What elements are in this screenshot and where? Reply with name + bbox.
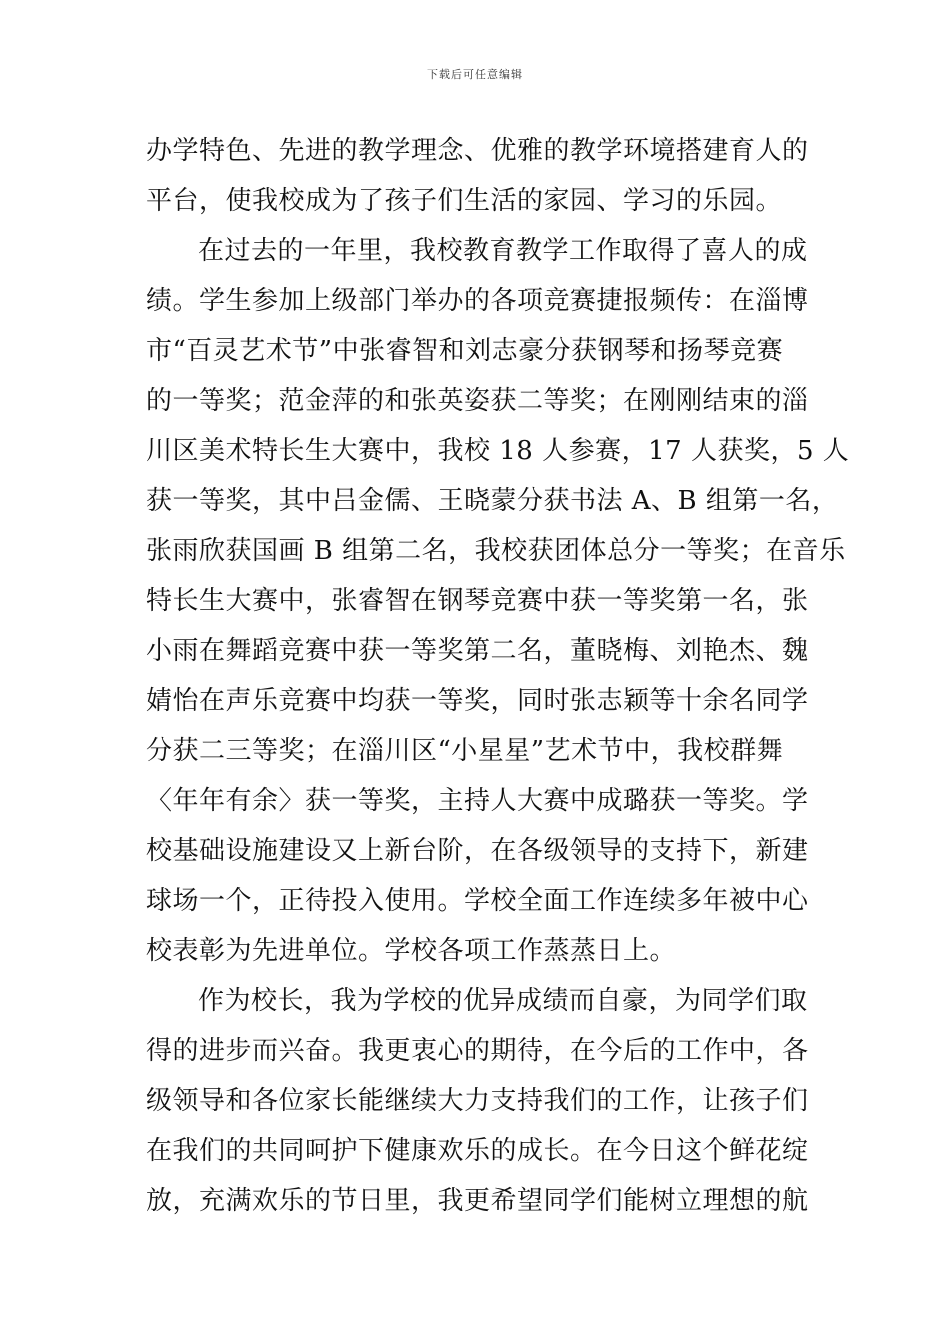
page-header-note: 下载后可任意编辑 [427,68,523,81]
text-line: 张雨欣获国画 B 组第二名，我校获团体总分一等奖；在音乐 [146,536,846,566]
text-line: 平台，使我校成为了孩子们生活的家园、学习的乐园。 [146,186,783,216]
paragraph-start-line: 作为校长，我为学校的优异成绩而自豪，为同学们取 [198,986,808,1016]
text-line: 获一等奖，其中吕金儒、王晓蒙分获书法 A、B 组第一名， [146,486,839,516]
text-line: 绩。学生参加上级部门举办的各项竞赛捷报频传：在淄博 [146,286,809,316]
text-line: 川区美术特长生大赛中，我校 18 人参赛，17 人获奖，5 人 [146,436,850,466]
paragraph-start-line: 在过去的一年里，我校教育教学工作取得了喜人的成 [198,236,808,266]
text-line: 小雨在舞蹈竞赛中获一等奖第二名，董晓梅、刘艳杰、魏 [146,636,809,666]
text-line: 分获二三等奖；在淄川区“小星星”艺术节中，我校群舞 [146,736,784,766]
text-line: 校基础设施建设又上新台阶，在各级领导的支持下，新建 [146,836,809,866]
text-line: 在我们的共同呵护下健康欢乐的成长。在今日这个鲜花绽 [146,1136,809,1166]
text-line: 球场一个，正待投入使用。学校全面工作连续多年被中心 [146,886,809,916]
text-line: 婧怡在声乐竞赛中均获一等奖，同时张志颖等十余名同学 [146,686,809,716]
text-line: 得的进步而兴奋。我更衷心的期待，在今后的工作中，各 [146,1036,809,1066]
text-line: 市“百灵艺术节”中张睿智和刘志豪分获钢琴和扬琴竞赛 [146,336,784,366]
text-line: 级领导和各位家长能继续大力支持我们的工作，让孩子们 [146,1086,809,1116]
text-line: 放，充满欢乐的节日里，我更希望同学们能树立理想的航 [146,1186,809,1216]
text-line: 〈年年有余〉获一等奖，主持人大赛中成璐获一等奖。学 [146,786,809,816]
text-line: 的一等奖；范金萍的和张英姿获二等奖；在刚刚结束的淄 [146,386,809,416]
text-line: 特长生大赛中，张睿智在钢琴竞赛中获一等奖第一名，张 [146,586,809,616]
document-body [146,126,850,1226]
text-line: 办学特色、先进的教学理念、优雅的教学环境搭建育人的 [146,136,809,166]
text-line: 校表彰为先进单位。学校各项工作蒸蒸日上。 [146,936,677,966]
